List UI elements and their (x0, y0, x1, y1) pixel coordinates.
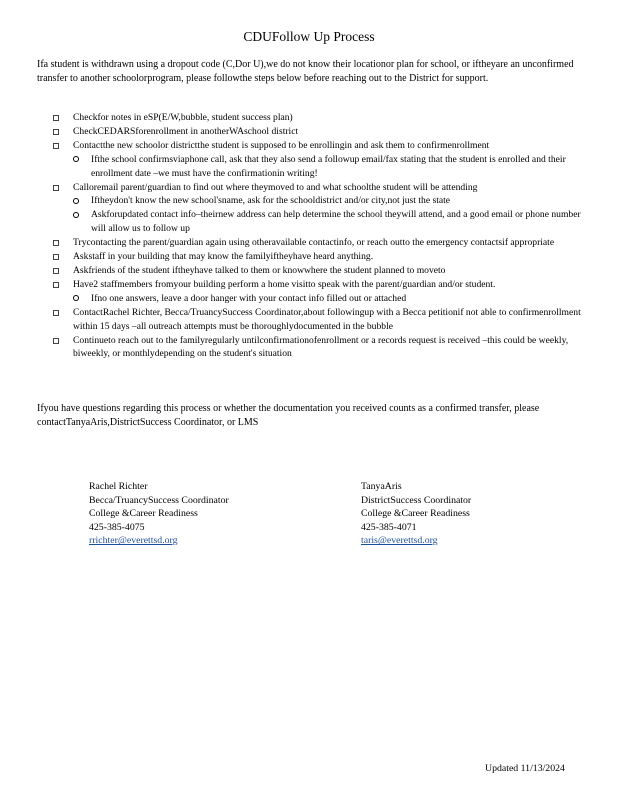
checkbox-bullet-icon (53, 254, 59, 260)
step-item (53, 334, 588, 362)
checkbox-bullet-icon (53, 240, 59, 246)
contact-phone: 425-385-4071 (361, 521, 417, 533)
sub-step-item (73, 208, 588, 236)
circle-bullet-icon (73, 198, 79, 204)
step-text: Continueto reach out to the familyregularly untilconfirmationofenrollment or a records request is received –this could be weekly, biweekly, or monthlydepending on the student's situation (73, 334, 569, 360)
steps-list (53, 111, 588, 361)
contact-email-link[interactable]: taris@everettsd.org (361, 535, 438, 547)
circle-bullet-icon (73, 295, 79, 301)
sub-step-item (73, 194, 588, 208)
step-text: Have2 staffmembers fromyour building perform a home visitto speak with the parent/guardian and/or student. (73, 278, 496, 290)
contact-dept: College &Career Readiness (361, 508, 470, 520)
circle-bullet-icon (73, 156, 79, 162)
checkbox-bullet-icon (53, 129, 59, 135)
step-text: Contactthe new schoolor districtthe student is supposed to be enrollingin and ask them to confirmenrollment (73, 139, 490, 151)
sub-step-text: Iftheydon't know the new school'sname, ask for the schooldistrict and/or city,not just the state (91, 195, 451, 207)
step-item (53, 306, 588, 334)
closing-paragraph: Ifyou have questions regarding this process or whether the documentation you received counts as a confirmed transfer, please contactTanyaAris,DistrictSuccess Coordinator, or LMS (37, 403, 540, 428)
step-text: Askstaff in your building that may know the familyiftheyhave heard anything. (73, 251, 374, 263)
step-text: Askfriends of the student iftheyhave talked to them or knowwhere the student planned to moveto (73, 264, 446, 276)
checkbox-bullet-icon (53, 268, 59, 274)
checkbox-bullet-icon (53, 143, 59, 149)
contact-name: TanyaAris (361, 481, 402, 492)
step-text: Trycontacting the parent/guardian again using otheravailable contactinfo, or reach outto the emergency contactsif appropriate (73, 237, 555, 249)
step-item (53, 264, 588, 278)
page-title: CDUFollow Up Process (243, 29, 375, 44)
step-item (53, 111, 588, 125)
checkbox-bullet-icon (53, 338, 59, 344)
updated-date: Updated 11/13/2024 (485, 763, 565, 774)
step-text: Checkfor notes in eSP(E/W,bubble, student success plan) (73, 112, 293, 123)
step-item (53, 139, 588, 153)
step-item (53, 125, 588, 139)
step-text: Calloremail parent/guardian to find out where theymoved to and what schoolthe student will be attending (73, 181, 478, 193)
contact-card-rachel (89, 480, 229, 548)
contact-dept: College &Career Readiness (89, 508, 198, 520)
checkbox-bullet-icon (53, 282, 59, 288)
step-text: ContactRachel Richter, Becca/TruancySuccess Coordinator,about followingup with a Becca petitionif not able to confirmenrollment within 15 days –all outreach attempts must be thoroughlydocumented in the bubble (73, 306, 581, 332)
step-item (53, 236, 588, 250)
sub-step-text: Ifthe school confirmsviaphone call, ask that they also send a followup email/fax stating that the student is enrolled and their enrollment date –we must have the confirmationin writing! (91, 153, 566, 179)
checkbox-bullet-icon (53, 115, 59, 121)
sub-step-item (73, 292, 588, 306)
step-item (53, 181, 588, 195)
sub-step-text: Ifno one answers, leave a door hanger with your contact info filled out or attached (91, 292, 407, 304)
sub-step-text: Askforupdated contact info–theirnew address can help determine the school theywill attend, and a good email or phone number will allow us to follow up (91, 209, 581, 235)
checkbox-bullet-icon (53, 185, 59, 191)
circle-bullet-icon (73, 212, 79, 218)
contact-phone: 425-385-4075 (89, 521, 145, 533)
step-item (53, 250, 588, 264)
contact-role: DistrictSuccess Coordinator (361, 494, 472, 506)
contact-role: Becca/TruancySuccess Coordinator (89, 494, 229, 506)
contact-card-tanya (361, 480, 471, 548)
step-text: CheckCEDARSforenrollment in anotherWAschool district (73, 125, 299, 137)
step-item (53, 278, 588, 292)
intro-paragraph: Ifa student is withdrawn using a dropout code (C,Dor U),we do not know their locationor plan for school, or iftheyare an unconfirmed transfer to another schoolorprogram, please followthe steps below before reaching out to the District for support. (37, 59, 574, 84)
contact-name: Rachel Richter (89, 481, 148, 492)
contact-email-link[interactable]: rrichter@everettsd.org (89, 535, 178, 547)
sub-step-item (73, 153, 588, 181)
checkbox-bullet-icon (53, 310, 59, 316)
